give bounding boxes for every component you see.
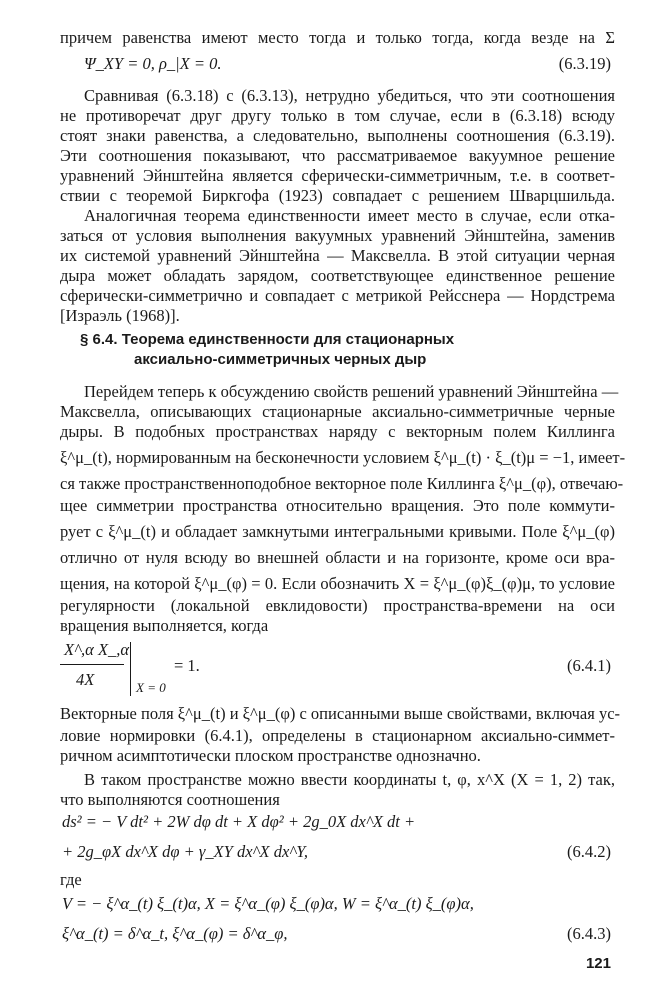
text-line: ричном асимптотически плоском пространстве однозначно. bbox=[60, 746, 481, 765]
text-line: заться от условия выполнения вакуумных уравнений Эйнштейна, заменив bbox=[60, 226, 615, 245]
equation-6-4-2-line2: + 2g_φX dx^X dφ + γ_XY dx^X dx^Y, bbox=[62, 842, 309, 861]
text-line: вращения выполняется, когда bbox=[60, 616, 269, 635]
text-line: Перейдем теперь к обсуждению свойств решений уравнений Эйнштейна — bbox=[84, 382, 619, 401]
text-line: Векторные поля ξ^μ_(t) и ξ^μ_(φ) с описанными выше свойствами, включая ус- bbox=[60, 704, 621, 723]
equation-rhs: = 1. bbox=[174, 656, 200, 675]
evaluation-bar bbox=[130, 642, 131, 696]
text-line: регулярности (локальной евклидовости) пространства-времени на оси bbox=[60, 596, 615, 615]
text-line: ся также пространственноподобное векторное поле Киллинга ξ^μ_(φ), отвечаю- bbox=[60, 474, 624, 493]
text-line: рует с ξ^μ_(t) и обладает замкнутыми интегральными кривыми. Поле ξ^μ_(φ) bbox=[60, 522, 615, 541]
equation-6-4-2-line1: ds² = − V dt² + 2W dφ dt + X dφ² + 2g_0X dx^X dt + bbox=[62, 812, 416, 831]
text-line: дыры. В подобных пространствах наряду с векторным полем Киллинга bbox=[60, 422, 615, 441]
equation-number: (6.4.3) bbox=[567, 924, 611, 943]
evaluation-subscript: X = 0 bbox=[136, 680, 166, 695]
text-line: отлично от нуля всюду во внешней области и на горизонте, кроме оси вра- bbox=[60, 548, 615, 567]
equation-6-4-3-line1: V = − ξ^α_(t) ξ_(t)α, X = ξ^α_(φ) ξ_(φ)α, W = ξ^α_(t) ξ_(φ)α, bbox=[62, 894, 474, 913]
text-line: Эти соотношения показывают, что рассматриваемое вакуумное решение bbox=[60, 146, 615, 165]
text-line: где bbox=[60, 870, 82, 889]
text-line: стоят знаки равенства, а следовательно, выполнены соотношения (6.3.19). bbox=[60, 126, 615, 145]
text-line: Максвелла, описывающих стационарные аксиально-симметричные черные bbox=[60, 402, 615, 421]
text-line: сферически-симметрично и совпадает с метрикой Рейсснера — Нордстрема bbox=[60, 286, 615, 305]
page-number: 121 bbox=[585, 955, 611, 972]
equation-number: (6.3.19) bbox=[558, 54, 611, 73]
text-line: уравнений Эйнштейна является сферически-симметричным, т.е. в соответ- bbox=[60, 166, 615, 185]
text-line: щения, на которой ξ^μ_(φ) = 0. Если обозначить X = ξ^μ_(φ)ξ_(φ)μ, то условие bbox=[60, 574, 615, 593]
text-line: [Израэль (1968)]. bbox=[60, 306, 180, 325]
fraction-bar bbox=[60, 664, 124, 665]
text-line: ξ^μ_(t), нормированным на бесконечности условием ξ^μ_(t) · ξ_(t)μ = −1, имеет- bbox=[60, 448, 626, 467]
fraction-denominator: 4X bbox=[76, 670, 95, 689]
text-line: причем равенства имеют место тогда и только тогда, когда везде на Σ bbox=[60, 28, 615, 47]
text-line: ствии с теоремой Биркгофа (1923) совпадает с решением Шварцшильда. bbox=[60, 186, 615, 205]
text-line: не противоречат друг другу только в том случае, если в (6.3.18) всюду bbox=[60, 106, 615, 125]
section-heading: аксиально-симметричных черных дыр bbox=[134, 351, 427, 368]
text-line: Сравнивая (6.3.18) с (6.3.13), нетрудно убедиться, что эти соотношения bbox=[84, 86, 615, 105]
section-heading: § 6.4. Теорема единственности для стационарных bbox=[80, 331, 455, 348]
text-line: дыра может обладать зарядом, соответствующее единственное решение bbox=[60, 266, 615, 285]
equation-number: (6.4.2) bbox=[567, 842, 611, 861]
text-line: что выполняются соотношения bbox=[60, 790, 280, 809]
text-line: В таком пространстве можно ввести координаты t, φ, x^X (X = 1, 2) так, bbox=[84, 770, 615, 789]
text-line: Аналогичная теорема единственности имеет место в случае, если отка- bbox=[84, 206, 615, 225]
equation-6-4-1 bbox=[60, 640, 210, 700]
equation-number: (6.4.1) bbox=[567, 656, 611, 675]
text-line: ловие нормировки (6.4.1), определены в стационарном аксиально-симмет- bbox=[60, 726, 615, 745]
equation-6-4-3-line2: ξ^α_(t) = δ^α_t, ξ^α_(φ) = δ^α_φ, bbox=[62, 924, 288, 943]
fraction-numerator: X^,α X_,α bbox=[64, 640, 130, 659]
text-line: их системой уравнений Эйнштейна — Максвелла. В этой ситуации черная bbox=[60, 246, 615, 265]
equation-6-3-19: Ψ_XY = 0, ρ_|X = 0. bbox=[84, 54, 222, 73]
text-line: щее симметрии пространства относительно вращения. Это поле коммути- bbox=[60, 496, 615, 515]
